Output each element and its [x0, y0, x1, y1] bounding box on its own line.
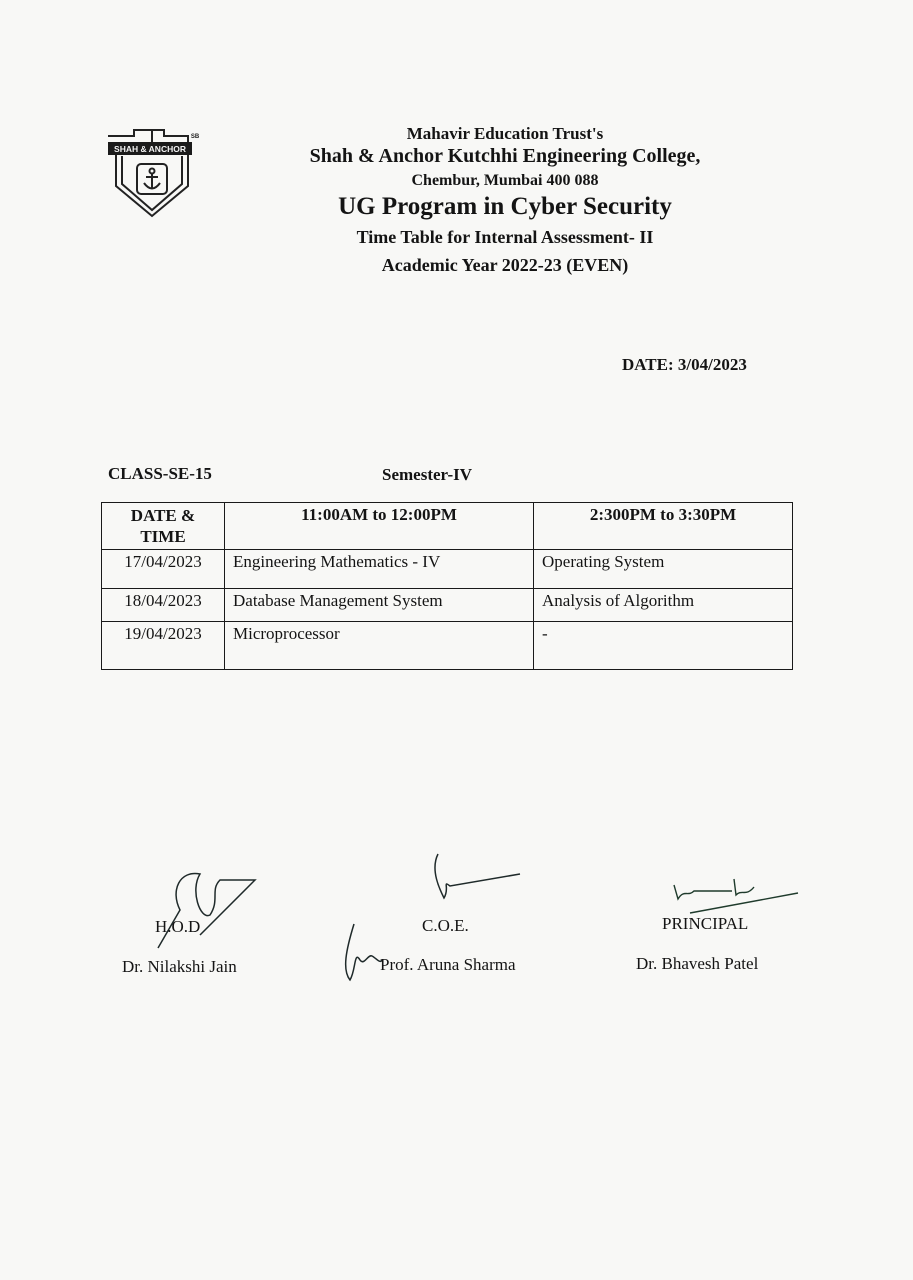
coe-initials-icon: [340, 920, 390, 985]
row-morning-subject: Microprocessor: [225, 622, 534, 670]
academic-year: Academic Year 2022-23 (EVEN): [381, 255, 629, 275]
table-row: [102, 622, 793, 670]
document-title: Time Table for Internal Assessment- II: [356, 227, 654, 247]
logo-badge: SB: [190, 134, 200, 140]
row-morning-subject: Database Management System: [225, 589, 534, 622]
principal-name: Dr. Bhavesh Patel: [636, 954, 759, 973]
table-row: [102, 550, 793, 589]
header-morning-slot: 11:00AM to 12:00PM: [225, 503, 534, 550]
issue-date: DATE: 3/04/2023: [622, 355, 747, 374]
row-afternoon-subject: Operating System: [534, 550, 793, 589]
class-label: CLASS-SE-15: [108, 464, 212, 483]
principal-role: PRINCIPAL: [662, 914, 749, 933]
row-afternoon-subject: Analysis of Algorithm: [534, 589, 793, 622]
hod-name: Dr. Nilakshi Jain: [122, 957, 237, 976]
coe-signature-icon: [420, 850, 530, 910]
table-header-row: [102, 503, 793, 550]
trust-name: Mahavir Education Trust's: [406, 124, 604, 143]
timetable: [101, 502, 793, 670]
college-address: Chembur, Mumbai 400 088: [411, 172, 599, 189]
header-afternoon-slot: 2:300PM to 3:30PM: [534, 503, 793, 550]
anchor-icon: [137, 164, 167, 194]
coe-role: C.O.E.: [422, 916, 469, 935]
logo-text: SHAH & ANCHOR: [114, 144, 186, 154]
coe-name: Prof. Aruna Sharma: [380, 955, 516, 974]
row-afternoon-subject: -: [534, 622, 793, 670]
hod-role: H.O.D: [155, 917, 201, 936]
college-logo: [104, 124, 200, 220]
college-name: Shah & Anchor Kutchhi Engineering College,: [309, 145, 701, 167]
header-date-time: DATE & TIME: [102, 503, 225, 550]
row-morning-subject: Engineering Mathematics - IV: [225, 550, 534, 589]
row-date: 17/04/2023: [102, 550, 225, 589]
row-date: 19/04/2023: [102, 622, 225, 670]
principal-signature-icon: [660, 875, 800, 915]
semester-label: Semester-IV: [382, 465, 472, 484]
table-row: [102, 589, 793, 622]
row-date: 18/04/2023: [102, 589, 225, 622]
program-title: UG Program in Cyber Security: [338, 193, 672, 220]
